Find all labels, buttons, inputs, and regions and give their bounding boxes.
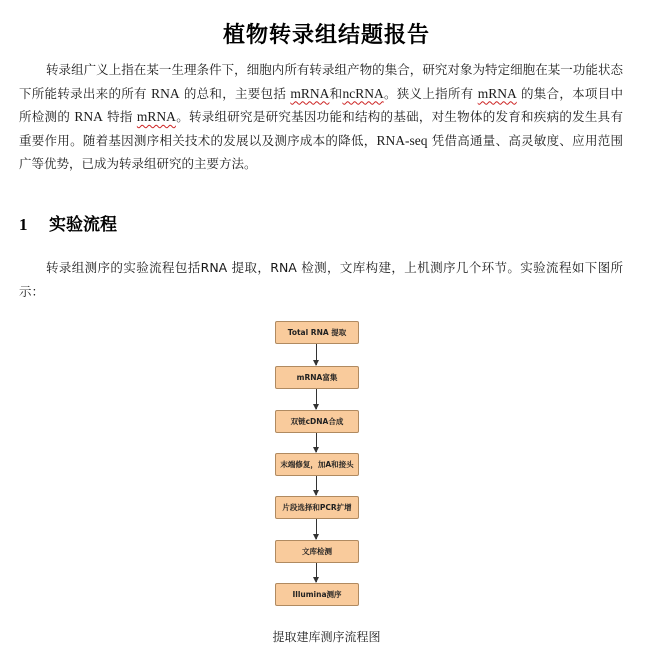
intro-text-6: 特指 bbox=[107, 109, 133, 124]
intro-text-4: 。狭义上指所有 bbox=[383, 85, 474, 101]
intro-text-8: 凭借高通量、高灵敏度、应用范围广等优势，已成为转录组研究的主要方法。 bbox=[19, 132, 623, 171]
intro-text-3: 和 bbox=[329, 85, 343, 101]
intro-text-1: 转录组广义上指在某一生理条件下，细胞内所有转录组产物的集合，研究对象为特定细胞在某一功能状态下所能转录出来的所有 bbox=[19, 62, 623, 101]
intro-term-ncrna: ncRNA bbox=[342, 85, 384, 101]
flow-step-total-rna: Total RNA 提取 bbox=[275, 321, 359, 344]
intro-text-2: 的总和，主要包括 bbox=[183, 85, 287, 101]
section-paragraph: 转录组测序的实验流程包括RNA 提取，RNA 检测，文库构建，上机测序几个环节。实验流程如下图所示： bbox=[19, 260, 623, 299]
intro-term-rna: RNA bbox=[151, 85, 180, 101]
figure-caption: 提取建库测序流程图 bbox=[272, 630, 381, 644]
intro-term-rnaseq: RNA-seq bbox=[376, 132, 428, 148]
intro-text-5: 的集合，本项目中所检测的 bbox=[19, 85, 623, 124]
intro-text-7: 。转录组研究是研究基因功能和结构的基础，对生物体的发育和疾病的发生具有重要作用。随着基因测序相关技术的发展以及测序成本的降低， bbox=[19, 109, 623, 148]
intro-term-mrna-2: mRNA bbox=[477, 85, 517, 101]
intro-term-mrna: mRNA bbox=[290, 85, 330, 101]
flow-arrow-icon bbox=[316, 563, 317, 582]
intro-paragraph bbox=[19, 58, 623, 176]
flow-step-library-qc: 文库检测 bbox=[275, 540, 359, 563]
flow-arrow-icon bbox=[316, 476, 317, 495]
flow-arrow-icon bbox=[316, 389, 317, 409]
flow-arrow-icon bbox=[316, 344, 317, 365]
intro-term-rna-2: RNA bbox=[74, 109, 103, 124]
flow-step-illumina-sequencing: Illumina测序 bbox=[275, 583, 359, 606]
section-number: 1 bbox=[19, 215, 28, 234]
document-title: 植物转录组结题报告 bbox=[222, 22, 430, 48]
flow-step-cdna-synthesis: 双链cDNA合成 bbox=[275, 410, 359, 433]
flow-step-end-repair: 末端修复，加A和接头 bbox=[275, 453, 359, 476]
flow-arrow-icon bbox=[316, 519, 317, 539]
flow-step-mrna-enrichment: mRNA富集 bbox=[275, 366, 359, 389]
flow-step-pcr-amplification: 片段选择和PCR扩增 bbox=[275, 496, 359, 519]
section-title: 实验流程 bbox=[49, 215, 117, 235]
flowchart bbox=[0, 318, 653, 608]
section-heading bbox=[19, 210, 117, 235]
intro-term-mrna-3: mRNA bbox=[136, 109, 176, 124]
flow-arrow-icon bbox=[316, 433, 317, 452]
